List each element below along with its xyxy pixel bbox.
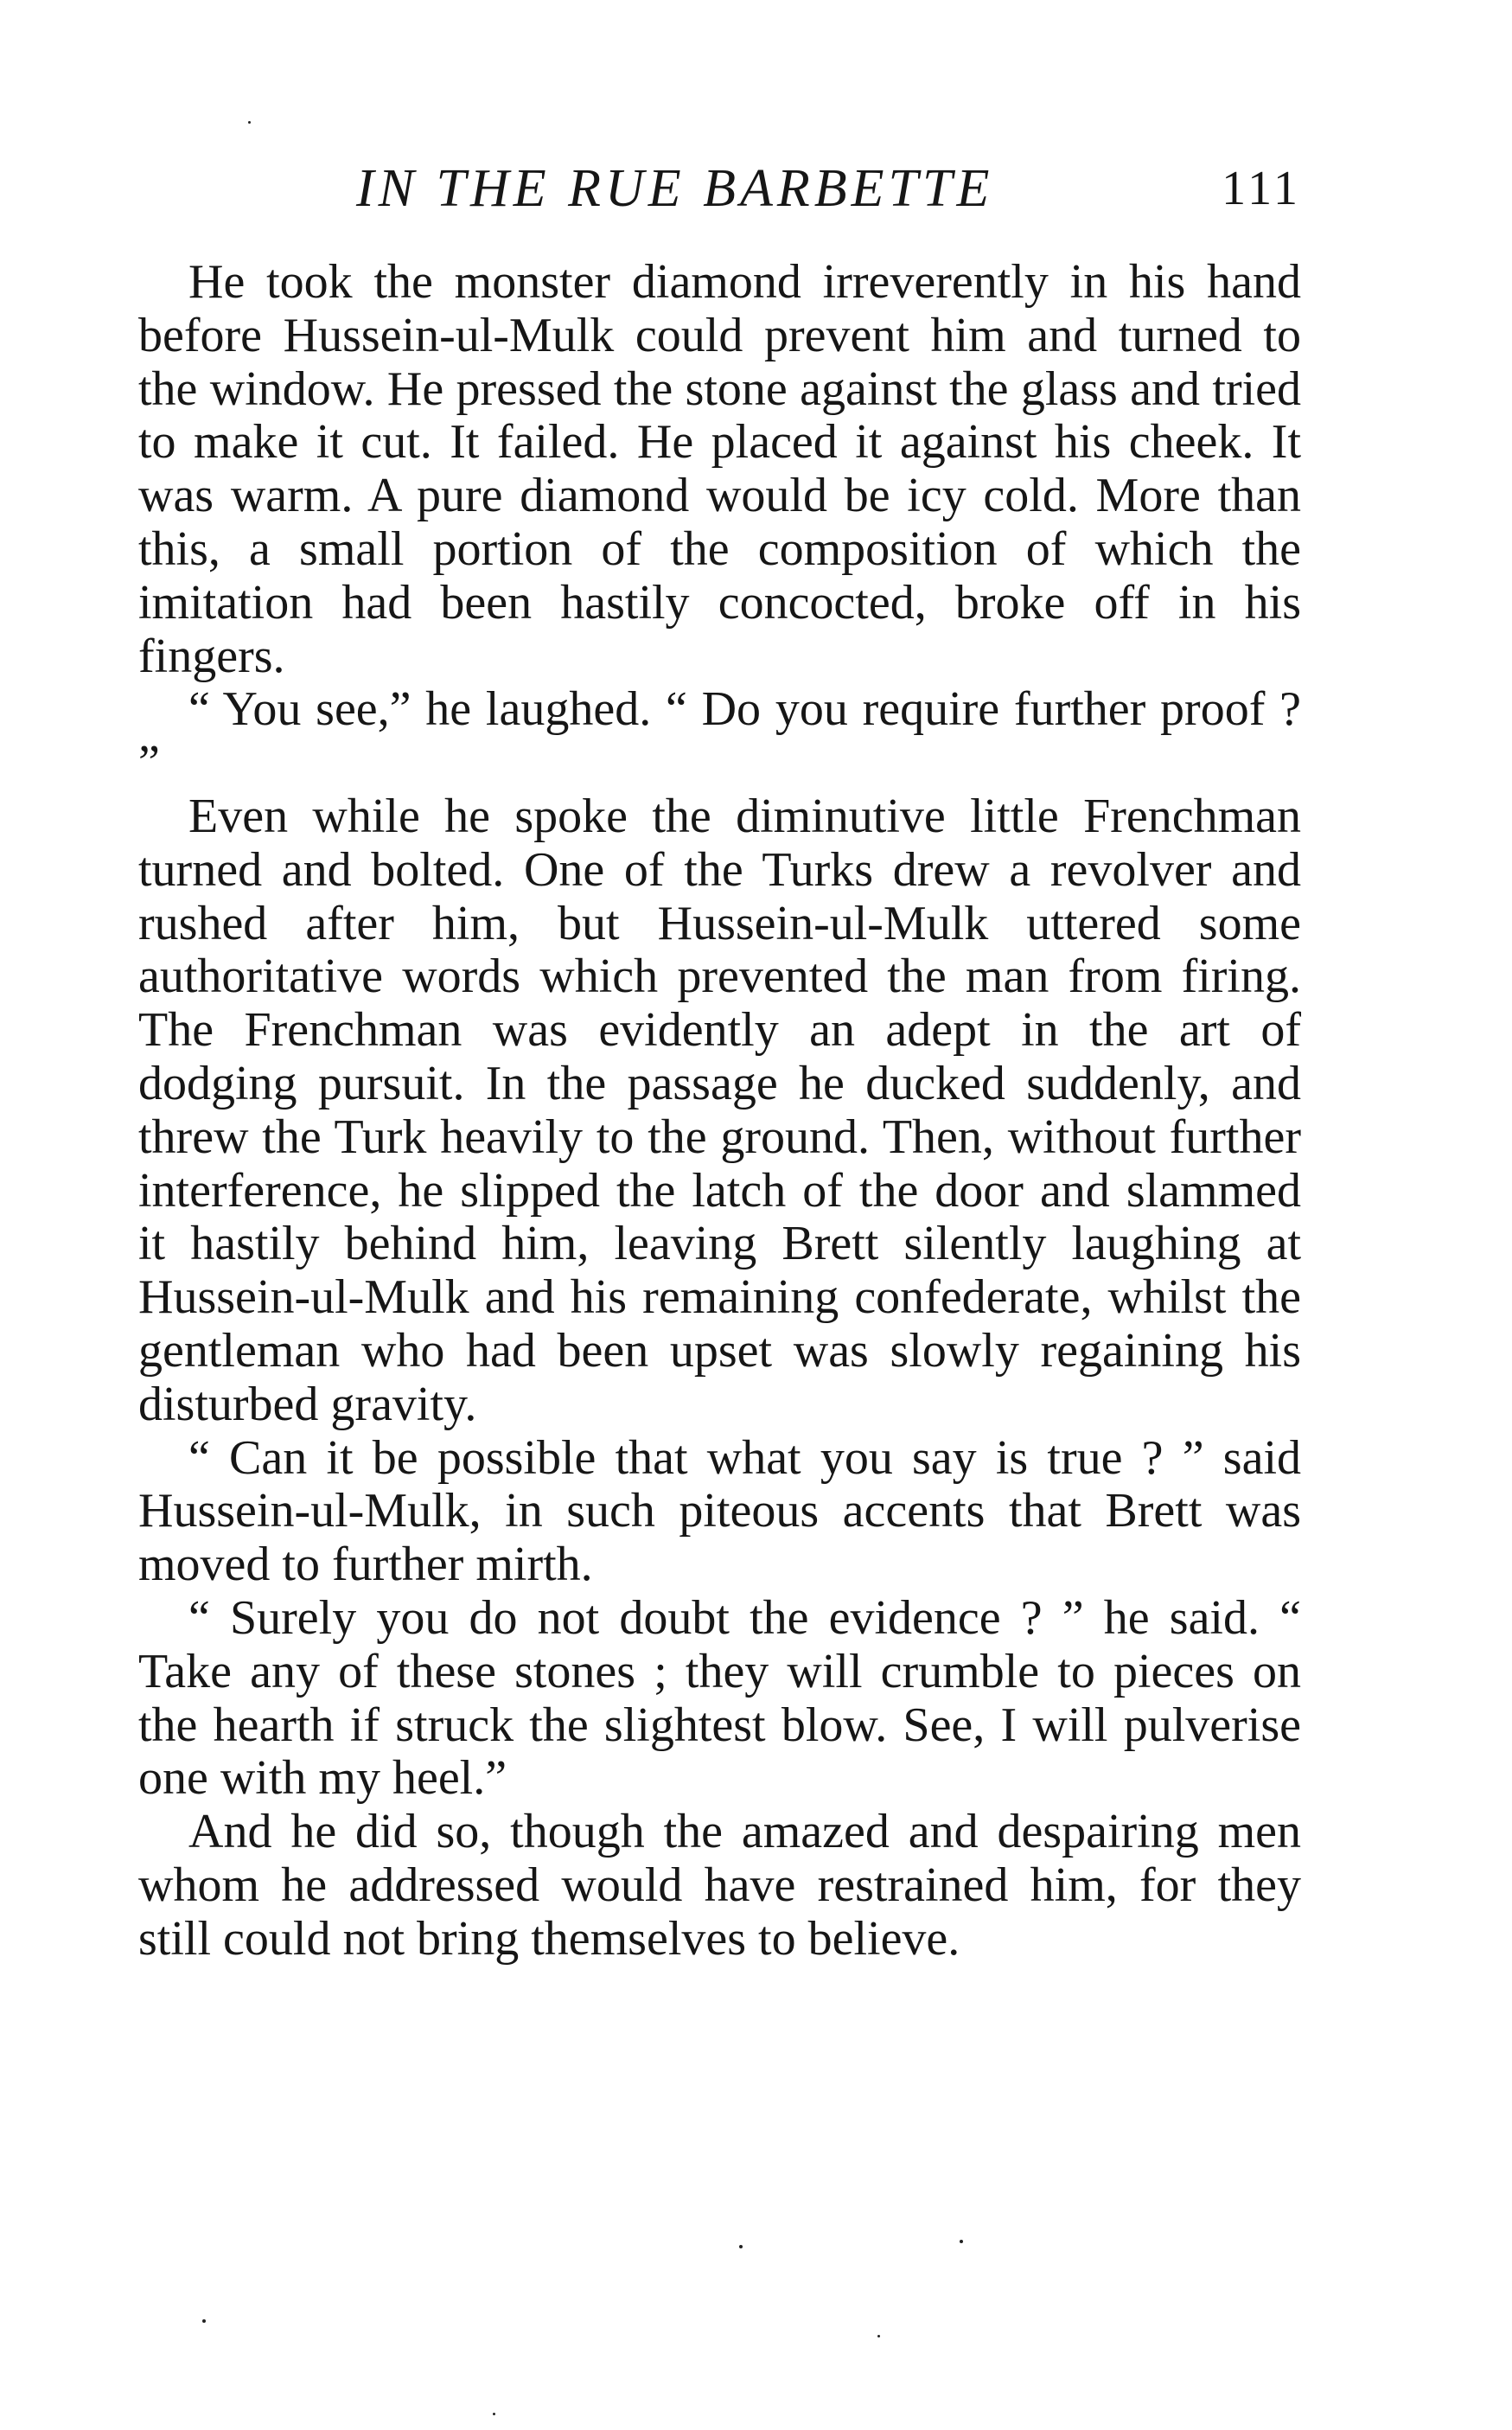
print-speck — [739, 2245, 743, 2248]
paragraph-and-he-did-so: And he did so, though the amazed and despairing men whom he addressed would have restrained him, for they still could not bring themselves to believe. — [138, 1805, 1301, 1966]
paragraph-frenchman-bolts: Even while he spoke the diminutive little Frenchman turned and bolted. One of the Turks drew a revolver and rushed after him, but Hussein-ul-Mulk uttered some authoritative words which prevented the man from firing. The Frenchman was evidently an adept in the art of dodging pursuit. In the passage he ducked suddenly, and threw the Turk heavily to the ground. Then, without further interference, he slipped the latch of the door and slammed it hastily behind him, leaving Brett silently laughing at Hussein-ul-Mulk and his remaining confederate, whilst the gentleman who had been upset was slowly regaining his disturbed gravity. — [138, 789, 1301, 1431]
paragraph-can-it-be-possible: “ Can it be possible that what you say is true ? ” said Hussein-ul-Mulk, in such piteous accents that Brett was moved to further mirth. — [138, 1430, 1301, 1592]
running-head — [138, 154, 1301, 223]
running-title: IN THE RUE BARBETTE — [356, 159, 994, 218]
body-text — [138, 256, 1301, 1966]
print-speck — [493, 2413, 495, 2415]
paragraph-you-see: “ You see,” he laughed. “ Do you require further proof ? ” — [138, 682, 1301, 790]
paragraph-diamond-test: He took the monster diamond irreverently in his hand before Hussein-ul-Mulk could prevent him and turned to the window. He pressed the stone against the glass and tried to make it cut. It failed. He placed it against his cheek. It was warm. A pure diamond would be icy cold. More than this, a small portion of the composition of which the imitation had been hastily concocted, broke off in his fingers. — [138, 255, 1301, 683]
print-speck — [960, 2240, 963, 2243]
print-speck — [877, 2335, 880, 2337]
paragraph-surely-you-do-not-doubt: “ Surely you do not doubt the evidence ? ” he said. “ Take any of these stones ; they will crumble to pieces on the hearth if struck the slightest blow. See, I will pulverise one with my heel.” — [138, 1590, 1301, 1806]
print-speck — [248, 121, 251, 124]
page-number: 111 — [1222, 162, 1301, 215]
print-speck — [202, 2319, 206, 2323]
